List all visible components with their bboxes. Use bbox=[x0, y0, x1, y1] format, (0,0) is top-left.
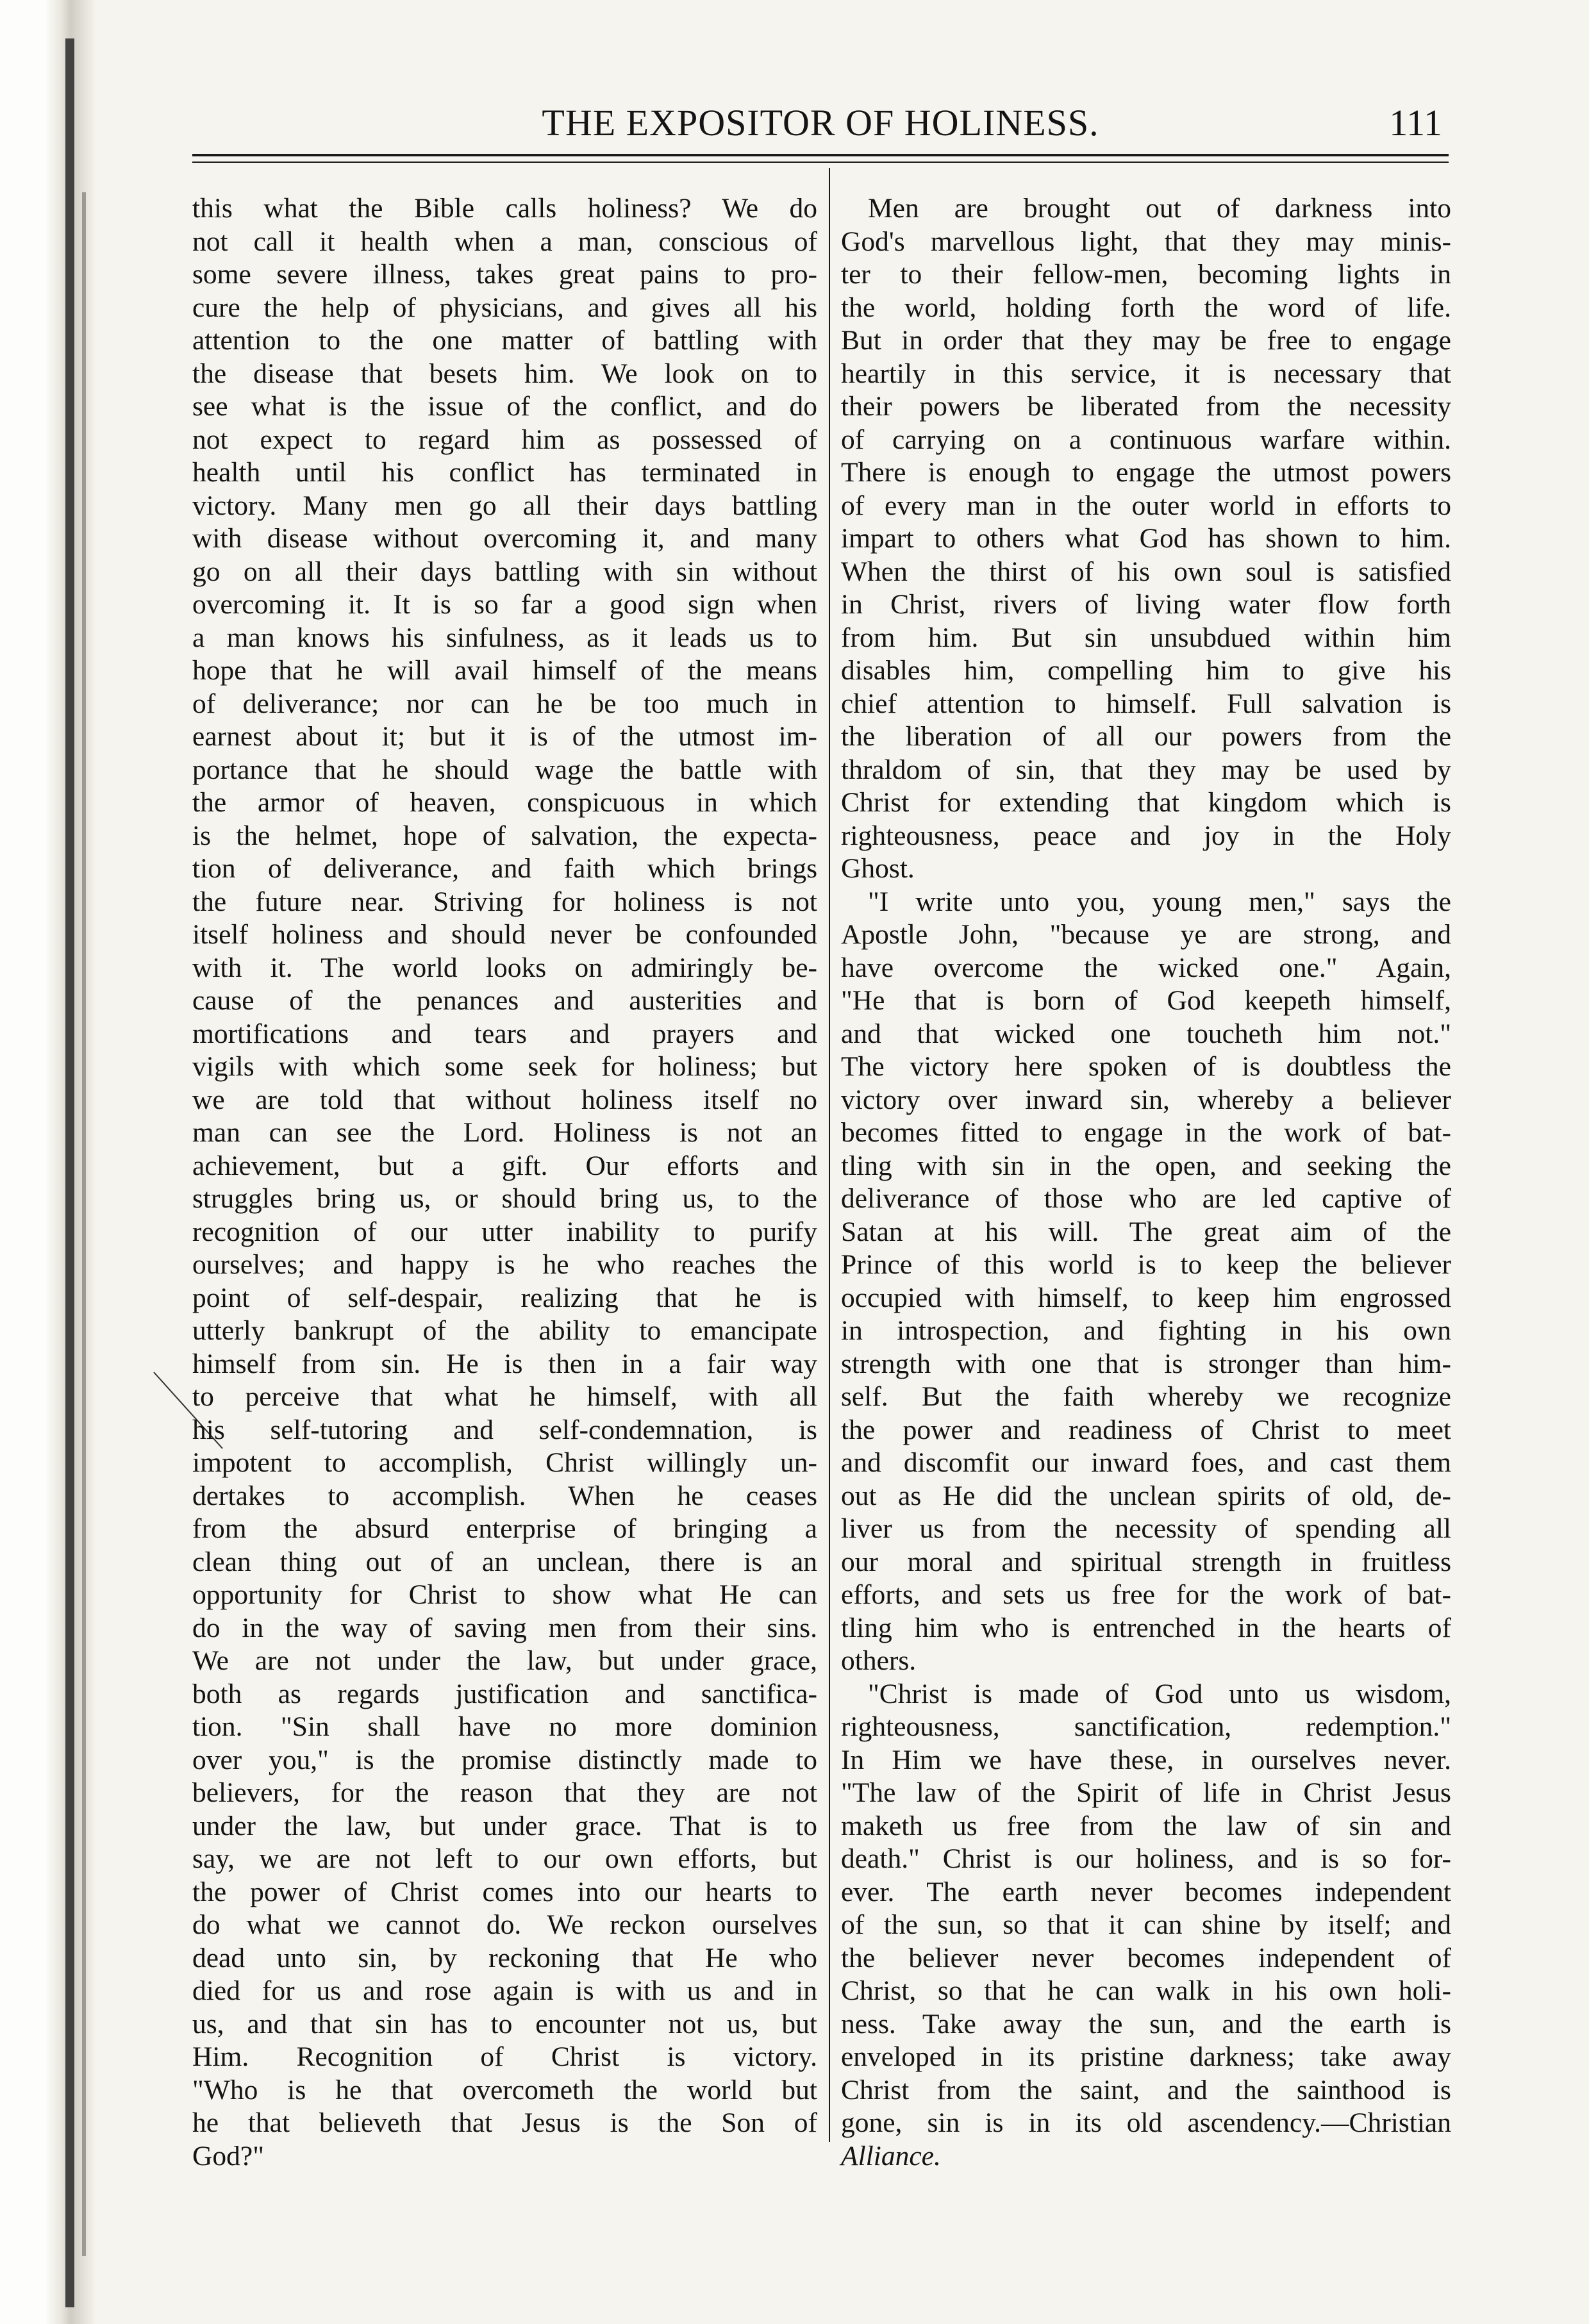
text-line: earnest about it; but it is of the utmost im- bbox=[192, 721, 817, 752]
text-line: becomes fitted to engage in the work of bat- bbox=[841, 1117, 1451, 1148]
text-line: Satan at his will. The great aim of the bbox=[841, 1216, 1451, 1247]
text-line: others. bbox=[841, 1645, 917, 1676]
text-line: Prince of this world is to keep the believer bbox=[841, 1249, 1451, 1280]
text-line: mortifications and tears and prayers and bbox=[192, 1018, 817, 1049]
text-line: in introspection, and fighting in his own bbox=[841, 1315, 1451, 1346]
text-line: point of self-despair, realizing that he is bbox=[192, 1282, 817, 1313]
text-line: tion of deliverance, and faith which brings bbox=[192, 853, 817, 884]
text-line: "The law of the Spirit of life in Christ Jesus bbox=[841, 1777, 1451, 1808]
text-line: the future near. Striving for holiness is not bbox=[192, 886, 817, 917]
text-line: righteousness, sanctification, redemption." bbox=[841, 1711, 1451, 1742]
text-line: Men are brought out of darkness into bbox=[868, 193, 1451, 224]
text-line: to perceive that what he himself, with all bbox=[192, 1381, 817, 1412]
text-line: tling him who is entrenched in the hearts of bbox=[841, 1612, 1451, 1643]
text-line: Christ from the saint, and the sainthood is bbox=[841, 2074, 1451, 2105]
text-line: tling with sin in the open, and seeking the bbox=[841, 1150, 1451, 1181]
text-line: the disease that besets him. We look on to bbox=[192, 358, 817, 389]
text-line: vigils with which some seek for holiness; but bbox=[192, 1051, 817, 1082]
text-line: from him. But sin unsubdued within him bbox=[841, 622, 1451, 653]
text-line: his self-tutoring and self-condemnation, is bbox=[192, 1414, 817, 1445]
header-rule-thin bbox=[192, 162, 1449, 163]
text-line: occupied with himself, to keep him engrossed bbox=[841, 1282, 1451, 1313]
text-line: Christ, so that he can walk in his own holi- bbox=[841, 1975, 1451, 2006]
text-line: deliverance of those who are led captive of bbox=[841, 1183, 1451, 1214]
right-column bbox=[841, 192, 1451, 2173]
text-line: their powers be liberated from the necessity bbox=[841, 391, 1451, 422]
text-line: attention to the one matter of battling with bbox=[192, 325, 817, 356]
text-line: and discomfit our inward foes, and cast them bbox=[841, 1447, 1451, 1478]
running-head bbox=[192, 101, 1449, 153]
text-line: itself holiness and should never be confounded bbox=[192, 919, 817, 950]
text-line: "I write unto you, young men," says the bbox=[868, 886, 1451, 917]
text-line: our moral and spiritual strength in fruitless bbox=[841, 1546, 1451, 1577]
text-line: do in the way of saving men from their sins. bbox=[192, 1612, 817, 1643]
text-line: himself from sin. He is then in a fair way bbox=[192, 1348, 817, 1379]
text-line: out as He did the unclean spirits of old, de- bbox=[841, 1480, 1451, 1511]
header-rule bbox=[192, 154, 1449, 156]
text-line: cause of the penances and austerities and bbox=[192, 985, 817, 1016]
text-line: some severe illness, takes great pains to pro- bbox=[192, 259, 817, 290]
left-column bbox=[192, 192, 817, 2173]
text-line: portance that he should wage the battle with bbox=[192, 754, 817, 785]
text-line: see what is the issue of the conflict, and do bbox=[192, 391, 817, 422]
text-line: go on all their days battling with sin without bbox=[192, 556, 817, 587]
text-line: Ghost. bbox=[841, 853, 915, 884]
text-line: ourselves; and happy is he who reaches the bbox=[192, 1249, 817, 1280]
text-line: struggles bring us, or should bring us, to the bbox=[192, 1183, 817, 1214]
text-line: of every man in the outer world in efforts to bbox=[841, 490, 1451, 521]
text-line: recognition of our utter inability to purify bbox=[192, 1216, 817, 1247]
text-line: he that believeth that Jesus is the Son of bbox=[192, 2107, 817, 2138]
text-line: the world, holding forth the word of life. bbox=[841, 292, 1451, 323]
text-line: utterly bankrupt of the ability to emancipate bbox=[192, 1315, 817, 1346]
text-line: ever. The earth never becomes independent bbox=[841, 1876, 1451, 1907]
text-line: say, we are not left to our own efforts, but bbox=[192, 1843, 817, 1874]
text-line: over you," is the promise distinctly made to bbox=[192, 1744, 817, 1775]
text-line: dertakes to accomplish. When he ceases bbox=[192, 1480, 817, 1511]
text-line: chief attention to himself. Full salvation is bbox=[841, 688, 1451, 719]
text-line: God's marvellous light, that they may minis- bbox=[841, 226, 1451, 257]
text-line: is the helmet, hope of salvation, the expecta- bbox=[192, 820, 817, 851]
text-line: a man knows his sinfulness, as it leads us to bbox=[192, 622, 817, 653]
text-line: of carrying on a continuous warfare within. bbox=[841, 424, 1451, 455]
text-line: impotent to accomplish, Christ willingly un- bbox=[192, 1447, 817, 1478]
text-line: gone, sin is in its old ascendency.—Christian bbox=[841, 2107, 1451, 2138]
text-line: enveloped in its pristine darkness; take away bbox=[841, 2041, 1451, 2072]
text-line: from the absurd enterprise of bringing a bbox=[192, 1513, 817, 1544]
text-line: Him. Recognition of Christ is victory. bbox=[192, 2041, 817, 2072]
text-line: hope that he will avail himself of the means bbox=[192, 655, 817, 686]
text-line: have overcome the wicked one." Again, bbox=[841, 952, 1451, 983]
text-line: clean thing out of an unclean, there is an bbox=[192, 1546, 817, 1577]
text-line: us, and that sin has to encounter not us, but bbox=[192, 2008, 817, 2039]
text-line: tion. "Sin shall have no more dominion bbox=[192, 1711, 817, 1742]
page-number: 111 bbox=[1389, 102, 1442, 144]
text-line: achievement, but a gift. Our efforts and bbox=[192, 1150, 817, 1181]
text-line: But in order that they may be free to engage bbox=[841, 325, 1451, 356]
text-line: of deliverance; nor can he be too much in bbox=[192, 688, 817, 719]
text-line: overcoming it. It is so far a good sign when bbox=[192, 589, 817, 620]
text-line: God?" bbox=[192, 2140, 264, 2171]
text-line: Apostle John, "because ye are strong, and bbox=[841, 919, 1451, 950]
text-line: dead unto sin, by reckoning that He who bbox=[192, 1942, 817, 1973]
text-line: "Who is he that overcometh the world but bbox=[192, 2074, 817, 2105]
text-line: do what we cannot do. We reckon ourselves bbox=[192, 1909, 817, 1940]
text-line: both as regards justification and sanctifica- bbox=[192, 1678, 817, 1709]
text-line: efforts, and sets us free for the work of bat- bbox=[841, 1579, 1451, 1610]
text-line: the believer never becomes independent of bbox=[841, 1942, 1451, 1973]
text-line: maketh us free from the law of sin and bbox=[841, 1810, 1451, 1841]
text-line: and that wicked one toucheth him not." bbox=[841, 1018, 1451, 1049]
text-line: under the law, but under grace. That is to bbox=[192, 1810, 817, 1841]
text-line: opportunity for Christ to show what He can bbox=[192, 1579, 817, 1610]
text-line: strength with one that is stronger than him- bbox=[841, 1348, 1451, 1379]
text-line: self. But the faith whereby we recognize bbox=[841, 1381, 1451, 1412]
text-line: thraldom of sin, that they may be used by bbox=[841, 754, 1451, 785]
text-line: with disease without overcoming it, and many bbox=[192, 523, 817, 554]
text-line: the liberation of all our powers from the bbox=[841, 721, 1451, 752]
text-line: health until his conflict has terminated in bbox=[192, 457, 817, 488]
column-divider bbox=[829, 168, 830, 2142]
text-line: ter to their fellow-men, becoming lights in bbox=[841, 259, 1451, 290]
binding-edge bbox=[65, 38, 74, 2307]
text-line: died for us and rose again is with us and in bbox=[192, 1975, 817, 2006]
text-line: the power and readiness of Christ to meet bbox=[841, 1414, 1451, 1445]
text-line: cure the help of physicians, and gives all his bbox=[192, 292, 817, 323]
text-line: we are told that without holiness itself no bbox=[192, 1084, 817, 1115]
text-line: impart to others what God has shown to him. bbox=[841, 523, 1451, 554]
text-line: the power of Christ comes into our hearts to bbox=[192, 1876, 817, 1907]
text-line: in Christ, rivers of living water flow forth bbox=[841, 589, 1451, 620]
text-line: victory. Many men go all their days battling bbox=[192, 490, 817, 521]
text-line: When the thirst of his own soul is satisfied bbox=[841, 556, 1451, 587]
text-line: "Christ is made of God unto us wisdom, bbox=[868, 1678, 1451, 1709]
text-line: We are not under the law, but under grace, bbox=[192, 1645, 817, 1676]
text-line: liver us from the necessity of spending all bbox=[841, 1513, 1451, 1544]
text-line: the armor of heaven, conspicuous in which bbox=[192, 787, 817, 818]
text-line: The victory here spoken of is doubtless the bbox=[841, 1051, 1451, 1082]
text-line: ness. Take away the sun, and the earth is bbox=[841, 2008, 1451, 2039]
text-line: heartily in this service, it is necessary that bbox=[841, 358, 1451, 389]
text-line: of the sun, so that it can shine by itself; and bbox=[841, 1909, 1451, 1940]
text-line: not call it health when a man, conscious of bbox=[192, 226, 817, 257]
text-line: In Him we have these, in ourselves never. bbox=[841, 1744, 1451, 1775]
text-line: not expect to regard him as possessed of bbox=[192, 424, 817, 455]
binding-shadow bbox=[82, 192, 86, 2256]
text-line: believers, for the reason that they are not bbox=[192, 1777, 817, 1808]
text-line: this what the Bible calls holiness? We do bbox=[192, 193, 817, 224]
text-line: "He that is born of God keepeth himself, bbox=[841, 985, 1451, 1016]
text-line: Christ for extending that kingdom which is bbox=[841, 787, 1451, 818]
text-line: victory over inward sin, whereby a believer bbox=[841, 1084, 1451, 1115]
running-title: THE EXPOSITOR OF HOLINESS. bbox=[542, 102, 1099, 144]
text-line: disables him, compelling him to give his bbox=[841, 655, 1451, 686]
text-line: with it. The world looks on admiringly be- bbox=[192, 952, 817, 983]
text-line: death." Christ is our holiness, and is so for- bbox=[841, 1843, 1451, 1874]
text-line: righteousness, peace and joy in the Holy bbox=[841, 820, 1451, 851]
text-line: There is enough to engage the utmost powers bbox=[841, 457, 1451, 488]
text-line: man can see the Lord. Holiness is not an bbox=[192, 1117, 817, 1148]
text-line: Alliance. bbox=[841, 2140, 941, 2171]
